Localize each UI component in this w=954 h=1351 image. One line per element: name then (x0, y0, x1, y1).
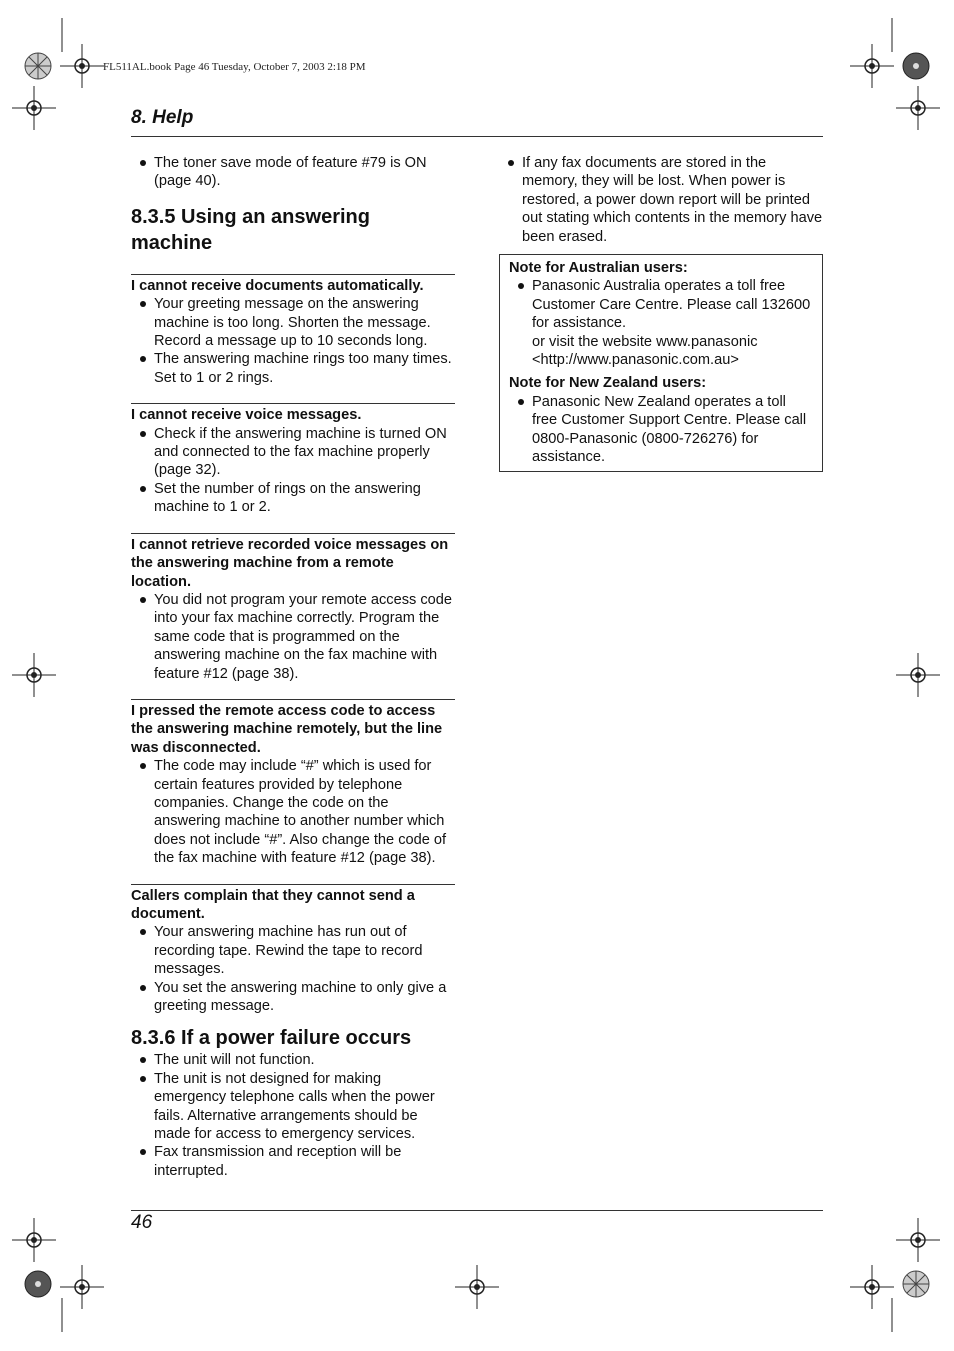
problem-question: I cannot receive voice messages. (131, 403, 455, 424)
note-website-text: or visit the website www.panasonic <http://www.panasonic.com.au> (532, 333, 758, 369)
list-item: Set the number of rings on the answering machine to 1 or 2. (131, 480, 455, 517)
list-item: Fax transmission and reception will be interrupted. (131, 1143, 455, 1180)
problem-question: I cannot receive documents automatically. (131, 274, 455, 295)
problem-block (131, 403, 455, 516)
list-item: The answering machine rings too many times. Set to 1 or 2 rings. (131, 350, 455, 387)
section-title-answering-machine: 8.3.5 Using an answering machine (131, 205, 370, 254)
list-item: Your answering machine has run out of recording tape. Rewind the tape to record messages. (131, 923, 455, 978)
page-header-title: 8. Help (131, 107, 194, 128)
problem-question: Callers complain that they cannot send a document. (131, 884, 455, 924)
problem-question: I cannot retrieve recorded voice messages on the answering machine from a remote location. (131, 533, 455, 591)
left-column (131, 154, 455, 1180)
note-title-australia: Note for Australian users: (509, 260, 688, 277)
header-rule (131, 136, 823, 137)
problem-block (131, 884, 455, 1016)
list-item: You set the answering machine to only give a greeting message. (131, 979, 455, 1016)
footer-rule (131, 1210, 823, 1211)
problem-block (131, 274, 455, 387)
list-item: Panasonic Australia operates a toll free Customer Care Centre. Please call 132600 for assistance. (509, 277, 813, 332)
note-box (499, 254, 823, 471)
list-item: If any fax documents are stored in the memory, they will be lost. When power is restored, a power down report will be printed out stating which contents in the memory have been erased. (499, 154, 823, 246)
list-item: The unit will not function. (131, 1051, 455, 1069)
right-column (499, 154, 823, 472)
file-info: FL511AL.book Page 46 Tuesday, October 7, 2003 2:18 PM (103, 61, 366, 73)
problem-block (131, 699, 455, 868)
list-item: The code may include “#” which is used for certain features provided by telephone companies. Change the code on the answering machine to another number which does not include “#”. Also change the code of the fax machine with feature #12 (page 38). (131, 757, 455, 867)
list-item: Check if the answering machine is turned ON and connected to the fax machine properly (page 32). (131, 425, 455, 480)
section-title-power-failure: 8.3.6 If a power failure occurs (131, 1027, 412, 1050)
list-item: Panasonic New Zealand operates a toll free Customer Support Centre. Please call 0800-Panasonic (0800-726276) for assistance. (509, 393, 813, 467)
list-item: The unit is not designed for making emergency telephone calls when the power fails. Alternative arrangements should be made for access to emergency services. (131, 1070, 455, 1144)
note-title-new-zealand: Note for New Zealand users: (509, 375, 707, 392)
page-number: 46 (131, 1212, 153, 1233)
list-item: The toner save mode of feature #79 is ON (page 40). (131, 154, 455, 191)
problem-question: I pressed the remote access code to access the answering machine remotely, but the line was disconnected. (131, 699, 455, 757)
list-item: Your greeting message on the answering machine is too long. Shorten the message. Record a message up to 10 seconds long. (131, 295, 455, 350)
list-item: You did not program your remote access code into your fax machine correctly. Program the same code that is programmed on the answering machine on the fax machine with feature #12 (page 38). (131, 591, 455, 683)
problem-block (131, 533, 455, 683)
